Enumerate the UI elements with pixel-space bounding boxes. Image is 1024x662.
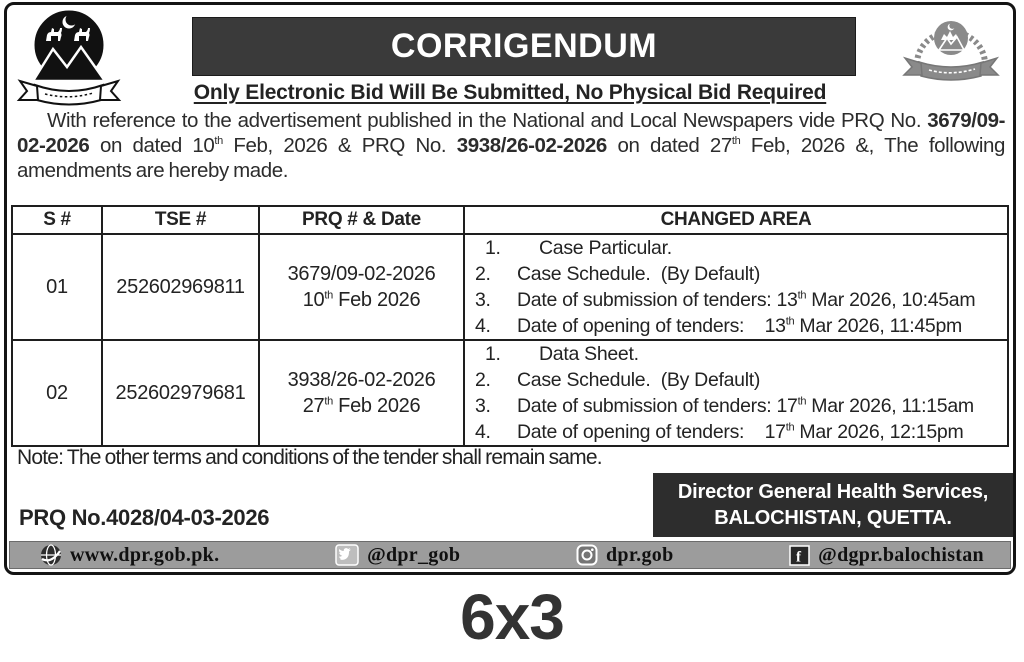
prq-number: 3938/26-02-2026 — [287, 369, 436, 391]
change-item-number: 1. — [485, 343, 501, 365]
twitter-item — [335, 544, 460, 567]
electronic-bid-subtitle: Only Electronic Bid Will Be Submitted, No Physical Bid Required — [193, 81, 827, 104]
change-item — [465, 235, 1007, 261]
corrigendum-title: CORRIGENDUM — [390, 27, 658, 65]
col-header-prq-date: PRQ # & Date — [259, 206, 464, 234]
twitter-text: @dpr_gob — [367, 543, 461, 566]
change-item-number: 2. — [475, 263, 491, 285]
website-item — [40, 544, 219, 567]
signature-box — [653, 473, 1013, 537]
cell-sno: 02 — [12, 340, 102, 446]
health-dept-emblem-icon — [891, 10, 1011, 90]
change-item — [465, 261, 1007, 287]
prq-number: 3679/09-02-2026 — [287, 263, 436, 285]
change-item-number: 3. — [475, 395, 491, 417]
facebook-icon — [789, 545, 810, 566]
social-footer-bar — [9, 541, 1011, 569]
change-item-text: Date of opening of tenders: 17th Mar 2026, 12:15pm — [517, 421, 964, 443]
change-item — [465, 393, 1007, 419]
change-item-text: Case Particular. — [539, 237, 672, 259]
change-item-text: Case Schedule. (By Default) — [517, 369, 761, 391]
change-item-text: Date of opening of tenders: 13th Mar 2026, 11:45pm — [517, 315, 962, 337]
change-item-number: 3. — [475, 289, 491, 311]
cell-prq-date — [259, 340, 464, 446]
change-item — [465, 313, 1007, 339]
prq-reference-number: PRQ No.4028/04-03-2026 — [19, 505, 270, 530]
change-item-text: Date of submission of tenders: 17th Mar 2026, 11:15am — [517, 395, 974, 417]
signature-line1: Director General Health Services, — [677, 481, 989, 503]
instagram-item — [576, 544, 674, 567]
website-text: www.dpr.gob.pk. — [70, 543, 220, 566]
ad-frame — [4, 2, 1016, 575]
change-item-text: Date of submission of tenders: 13th Mar 2026, 10:45am — [517, 289, 976, 311]
amendments-table — [11, 205, 1009, 447]
table-row — [12, 340, 1008, 446]
intro-paragraph: With reference to the advertisement published in the National and Local Newspapers vide PRQ No. 3679/09-02-2026 on dated 10th Feb, 2026 & PRQ No. 3938/26-02-2026 on dated 27th Feb, 2026 &, The following amendments are hereby made. — [17, 109, 1005, 182]
globe-icon — [40, 544, 62, 566]
corrigendum-title-bar — [192, 17, 856, 76]
change-item-number: 4. — [475, 421, 491, 443]
change-item-number: 1. — [485, 237, 501, 259]
change-item — [465, 287, 1007, 313]
change-item — [465, 419, 1007, 445]
svg-text:f: f — [796, 549, 802, 565]
table-header-row — [12, 206, 1008, 234]
change-item-text: Case Schedule. (By Default) — [517, 263, 761, 285]
col-header-changed-area: CHANGED AREA — [464, 206, 1008, 234]
instagram-text: dpr.gob — [605, 543, 674, 566]
col-header-tse: TSE # — [102, 206, 259, 234]
cell-changed-area — [464, 340, 1008, 446]
cell-sno: 01 — [12, 234, 102, 340]
col-header-sno: S # — [12, 206, 102, 234]
cell-tse: 252602979681 — [102, 340, 259, 446]
facebook-text: @dgpr.balochistan — [818, 543, 984, 566]
change-item-text: Data Sheet. — [539, 343, 639, 365]
change-item-number: 2. — [475, 369, 491, 391]
cell-changed-area — [464, 234, 1008, 340]
subtitle-row — [7, 81, 1013, 105]
cell-tse: 252602969811 — [102, 234, 259, 340]
change-item — [465, 341, 1007, 367]
facebook-item — [789, 544, 984, 567]
twitter-icon — [335, 544, 359, 566]
ad-size-tag: 6x3 — [460, 581, 564, 653]
change-item-number: 4. — [475, 315, 491, 337]
prq-date: 10th Feb 2026 — [302, 289, 421, 311]
cell-prq-date — [259, 234, 464, 340]
signature-line2: BALOCHISTAN, QUETTA. — [714, 507, 952, 529]
table-row — [12, 234, 1008, 340]
instagram-icon — [576, 544, 598, 566]
prq-date: 27th Feb 2026 — [302, 395, 421, 417]
change-item — [465, 367, 1007, 393]
note-text: Note: The other terms and conditions of the tender shall remain same. — [17, 446, 602, 469]
